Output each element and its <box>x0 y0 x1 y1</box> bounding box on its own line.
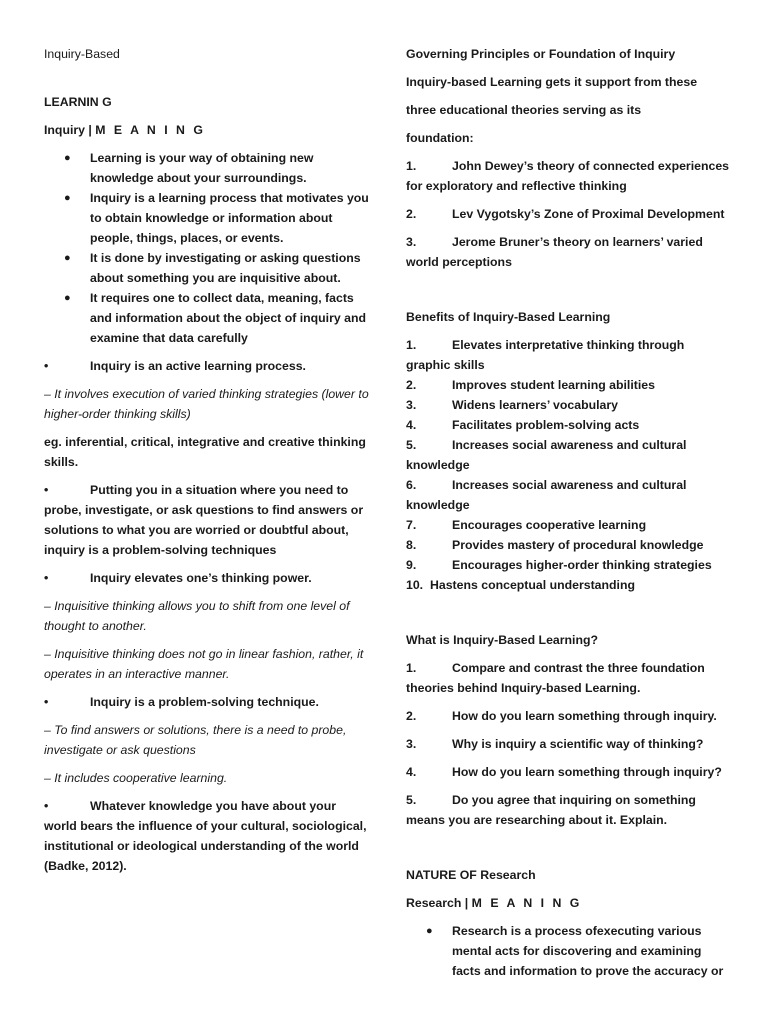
gets-support-line-2: three educational theories serving as its <box>406 103 642 117</box>
bullet-text: Research is a process ofexecuting various mental acts for discovering and examining facts and information to prove the accuracy or <box>452 924 724 978</box>
list-item <box>406 415 731 435</box>
list-item <box>406 475 731 515</box>
bullet-text: Inquiry is a learning process that motivates you to obtain knowledge or information about people, things, places, or events. <box>90 191 369 245</box>
list-item <box>406 515 731 535</box>
bullet-icon: • <box>44 483 49 497</box>
bullet-icon: ● <box>64 152 71 164</box>
item-text: John Dewey’s theory of connected experiences for exploratory and reflective thinking <box>406 159 729 193</box>
list-item <box>44 248 369 288</box>
item-text: Widens learners’ vocabulary <box>452 398 618 412</box>
list-item <box>44 148 369 188</box>
item-text: Jerome Bruner’s theory on learners’ varied world perceptions <box>406 235 703 269</box>
item-number: 3. <box>406 398 417 412</box>
item-number: 4. <box>406 765 417 779</box>
bullet-icon: • <box>44 799 49 813</box>
item-text: Hastens conceptual understanding <box>430 578 635 592</box>
item-number: 1. <box>406 338 417 352</box>
inquisitive-linear-note: – Inquisitive thinking does not go in linear fashion, rather, it operates in an interactive manner. <box>44 647 364 681</box>
list-item <box>406 555 731 575</box>
item-text: Increases social awareness and cultural knowledge <box>406 438 687 472</box>
cooperative-note: – It includes cooperative learning. <box>44 771 228 785</box>
bullet-icon: ● <box>64 292 71 304</box>
item-text: Improves student learning abilities <box>452 378 655 392</box>
item-text: Why is inquiry a scientific way of thinking? <box>452 737 704 751</box>
research-meaning-heading <box>406 893 731 913</box>
item-text: Encourages cooperative learning <box>452 518 647 532</box>
list-item <box>406 535 731 555</box>
research-bullet-list <box>406 921 731 981</box>
item-text: Encourages higher-order thinking strategies <box>452 558 712 572</box>
learning-heading: LEARNIN G <box>44 95 112 109</box>
inquiry-heading-label: Inquiry | <box>44 123 96 137</box>
bullet-icon: ● <box>426 925 433 937</box>
varied-strategies-note: – It involves execution of varied thinking strategies (lower to higher-order thinking skills) <box>44 387 369 421</box>
item-number: 5. <box>406 438 417 452</box>
question-item <box>406 762 731 782</box>
item-text: Provides mastery of procedural knowledge <box>452 538 704 552</box>
left-column <box>44 44 369 876</box>
theory-item <box>406 156 731 196</box>
list-item <box>406 575 731 595</box>
item-number: 10. <box>406 578 424 592</box>
what-is-heading: What is Inquiry-Based Learning? <box>406 633 598 647</box>
item-text: Compare and contrast the three foundation theories behind Inquiry-based Learning. <box>406 661 705 695</box>
item-text: How do you learn something through inquiry? <box>452 765 722 779</box>
list-item <box>406 395 731 415</box>
item-number: 5. <box>406 793 417 807</box>
meaning-label: M E A N I N G <box>95 123 206 137</box>
to-find-note: – To find answers or solutions, there is a need to probe, investigate or ask questions <box>44 723 347 757</box>
theory-item <box>406 204 731 224</box>
item-text: Inquiry elevates one’s thinking power. <box>90 571 312 585</box>
eg-skills: eg. inferential, critical, integrative and creative thinking skills. <box>44 435 366 469</box>
bullet-text: It requires one to collect data, meaning, facts and information about the object of inquiry and examine that data carefully <box>90 291 366 345</box>
inquiry-meaning-heading <box>44 120 369 140</box>
gets-support-line-3: foundation: <box>406 131 474 145</box>
bullet-icon: ● <box>64 252 71 264</box>
bullet-icon: • <box>44 571 49 585</box>
research-heading-label: Research | <box>406 896 472 910</box>
governing-heading: Governing Principles or Foundation of Inquiry <box>406 47 676 61</box>
list-item <box>44 188 369 248</box>
item-text: Elevates interpretative thinking through graphic skills <box>406 338 685 372</box>
whatever-knowledge-item <box>44 796 369 876</box>
problem-solving-item <box>44 692 369 712</box>
right-column <box>406 44 731 989</box>
item-text: Whatever knowledge you have about your world bears the influence of your cultural, sociological, institutional or ideological understanding of the world (Badke, 2012). <box>44 799 367 873</box>
inquisitive-shift-note: – Inquisitive thinking allows you to shift from one level of thought to another. <box>44 599 350 633</box>
document-title: Inquiry-Based <box>44 47 120 61</box>
bullet-icon: ● <box>64 192 71 204</box>
item-number: 2. <box>406 709 417 723</box>
benefits-list <box>406 335 731 595</box>
item-number: 6. <box>406 478 417 492</box>
question-item <box>406 790 731 830</box>
putting-you-item <box>44 480 369 560</box>
item-number: 1. <box>406 159 417 173</box>
elevates-power-item <box>44 568 369 588</box>
meaning-bullet-list <box>44 148 369 348</box>
item-number: 4. <box>406 418 417 432</box>
theory-item <box>406 232 731 272</box>
list-item <box>406 435 731 475</box>
item-text: Do you agree that inquiring on something means you are researching about it. Explain. <box>406 793 696 827</box>
item-text: Increases social awareness and cultural knowledge <box>406 478 687 512</box>
item-number: 7. <box>406 518 417 532</box>
item-text: Lev Vygotsky’s Zone of Proximal Development <box>452 207 725 221</box>
item-number: 1. <box>406 661 417 675</box>
bullet-text: It is done by investigating or asking questions about something you are inquisitive about. <box>90 251 361 285</box>
item-text: Facilitates problem-solving acts <box>452 418 640 432</box>
item-number: 3. <box>406 235 417 249</box>
gets-support-line-1: Inquiry-based Learning gets it support from these <box>406 75 698 89</box>
list-item <box>406 375 731 395</box>
bullet-icon: • <box>44 359 49 373</box>
item-text: How do you learn something through inquiry. <box>452 709 717 723</box>
list-item <box>406 335 731 375</box>
nature-heading: NATURE OF Research <box>406 868 536 882</box>
item-number: 9. <box>406 558 417 572</box>
question-item <box>406 734 731 754</box>
item-number: 8. <box>406 538 417 552</box>
list-item <box>44 288 369 348</box>
bullet-icon: • <box>44 695 49 709</box>
item-text: Inquiry is a problem-solving technique. <box>90 695 319 709</box>
question-item <box>406 706 731 726</box>
item-number: 2. <box>406 378 417 392</box>
list-item <box>406 921 731 981</box>
benefits-heading: Benefits of Inquiry-Based Learning <box>406 310 611 324</box>
item-number: 2. <box>406 207 417 221</box>
item-number: 3. <box>406 737 417 751</box>
item-text: Putting you in a situation where you need to probe, investigate, or ask questions to find answers or solutions to what you are worried or doubtful about, inquiry is a problem-solving techniques <box>44 483 364 557</box>
item-text: Inquiry is an active learning process. <box>90 359 306 373</box>
active-process-item <box>44 356 369 376</box>
bullet-text: Learning is your way of obtaining new knowledge about your surroundings. <box>90 151 314 185</box>
question-item <box>406 658 731 698</box>
meaning-label: M E A N I N G <box>471 896 582 910</box>
